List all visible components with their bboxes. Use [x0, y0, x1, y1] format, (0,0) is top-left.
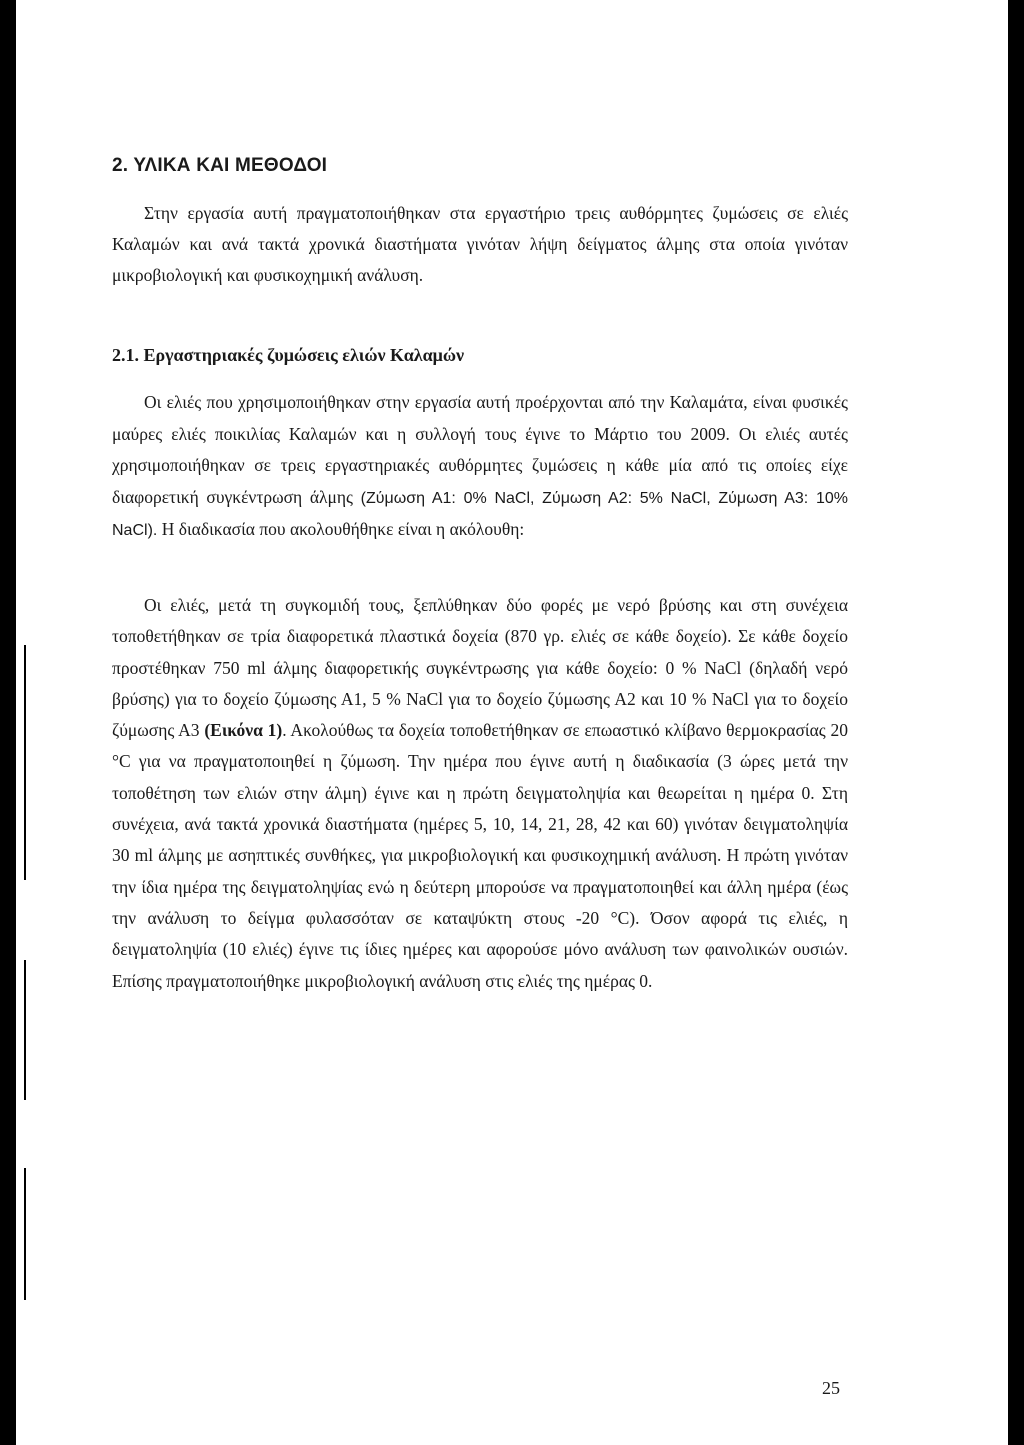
- figure-reference: (Εικόνα 1): [204, 720, 283, 741]
- olives-origin-paragraph: [112, 387, 848, 547]
- subsection-heading: 2.1. Εργαστηριακές ζυμώσεις ελιών Καλαμών: [112, 345, 465, 365]
- procedure-paragraph: [112, 590, 848, 997]
- paragraph-text: . Ακολούθως τα δοχεία τοποθετήθηκαν σε επωαστικό κλίβανο θερμοκρασίας 20 °C για να πραγματοποιηθεί η ζύμωση. Την ημέρα που έγινε αυτή η διαδικασία (3 ώρες μετά την τοποθέτηση των ελιών στην άλμη) έγινε και η πρώτη δειγματοληψία και θεωρείται η ημέρα 0. Στη συνέχεια, ανά τακτά χρονικά διαστήματα (ημέρες 5, 10, 14, 21, 28, 42 και 60) γινόταν δειγματοληψία 30 ml άλμης με ασηπτικές συνθήκες, για μικροβιολογική και φυσικοχημική ανάλυση. Η πρώτη γινόταν την ίδια ημέρα της δειγματοληψίας ενώ η δεύτερη μπορούσε να πραγματοποιηθεί και άλλη ημέρα (έως την ανάλυση το δείγμα φυλασσόταν σε καταψύκτη στους -20 °C). Όσον αφορά τις ελιές, η δειγματοληψία (10 ελιές) έγινε τις ίδιες ημέρες και αφορούσε μόνο ανάλυση των φαινολικών ουσιών. Επίσης πραγματοποιήθηκε μικροβιολογική ανάλυση στις ελιές της ημέρας 0.: [112, 720, 848, 991]
- paragraph-text: Οι ελιές που χρησιμοποιήθηκαν στην εργασία αυτή προέρχονται από την Καλαμάτα, είναι φυσικές μαύρες ελιές ποικιλίας Καλαμών και η συλλογή τους έγινε το Μάρτιο του 2009. Οι ελιές αυτές χρησιμοποιήθηκαν σε τρεις εργαστηριακές αυθόρμητες ζυμώσεις η κάθε μία από τις οποίες είχε διαφορετική συγκέντρωση άλμης: [112, 392, 848, 507]
- intro-paragraph: Στην εργασία αυτή πραγματοποιήθηκαν στα εργαστήριο τρεις αυθόρμητες ζυμώσεις σε ελιές Καλαμών και ανά τακτά χρονικά διαστήματα γινόταν λήψη δείγματος άλμης στα οποία γινόταν μικροβιολογική και φυσικοχημική ανάλυση.: [112, 203, 848, 285]
- scan-edge-mark: [24, 1168, 26, 1300]
- section-heading: 2. ΥΛΙΚΑ ΚΑΙ ΜΕΘΟΔΟΙ: [112, 155, 328, 176]
- scan-edge-mark: [24, 960, 26, 1100]
- paragraph-text: Οι ελιές, μετά τη συγκομιδή τους, ξεπλύθηκαν δύο φορές με νερό βρύσης και στη συνέχεια τοποθετήθηκαν σε τρία διαφορετικά πλαστικά δοχεία (870 γρ. ελιές σε κάθε δοχείο). Σε κάθε δοχείο προστέθηκαν 750 ml άλμης διαφορετικής συγκέντρωσης για κάθε δοχείο: 0 % NaCl (δηλαδή νερό βρύσης) για το δοχείο ζύμωσης Α1, 5 % NaCl για το δοχείο ζύμωσης Α2 και 10 % NaCl για το δοχείο ζύμωσης Α3: [112, 595, 848, 741]
- page-number: 25: [822, 1378, 840, 1398]
- fermentation-concentrations: (Ζύμωση Α1: 0% NaCl, Ζύμωση Α2: 5% NaCl, Ζύμωση Α3: 10% NaCl).: [112, 489, 848, 539]
- scan-edge-mark: [24, 645, 26, 880]
- paragraph-text: Η διαδικασία που ακολουθήθηκε είναι η ακόλουθη:: [157, 519, 525, 539]
